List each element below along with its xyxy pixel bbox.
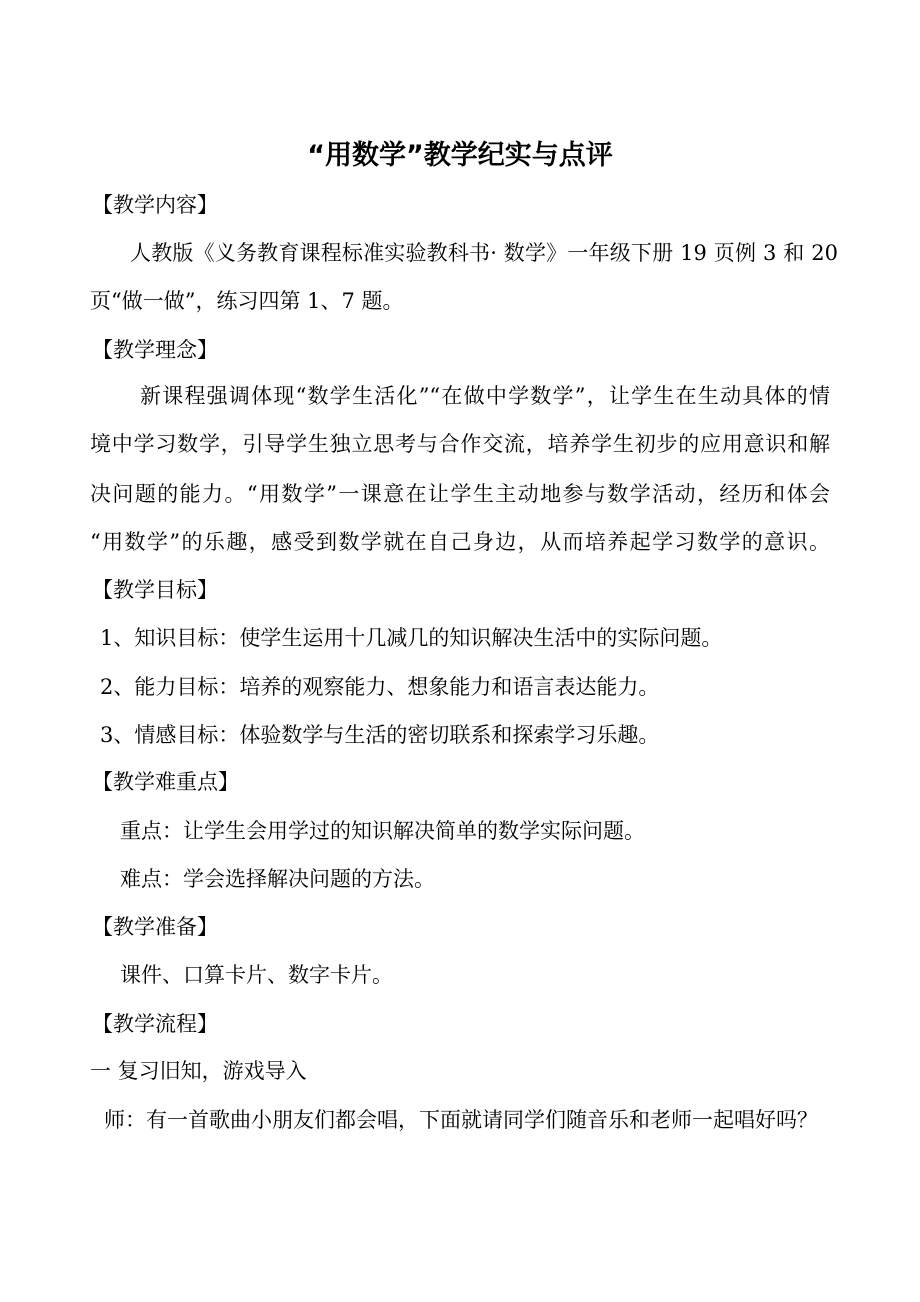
- process-step-1: 一 复习旧知，游戏导入: [90, 1059, 307, 1083]
- heading-teaching-goals: 【教学目标】: [92, 578, 218, 602]
- heading-teaching-content: 【教学内容】: [92, 193, 218, 217]
- philosophy-paragraph-line-4: “用数学”的乐趣，感受到数学就在自己身边，从而培养起学习数学的意识。: [90, 530, 830, 554]
- heading-teaching-philosophy: 【教学理念】: [92, 338, 218, 362]
- goal-item-emotion: 3、情感目标：体验数学与生活的密切联系和探索学习乐趣。: [100, 723, 660, 747]
- teacher-dialogue-line: 师：有一首歌曲小朋友们都会唱，下面就请同学们随音乐和老师一起唱好吗？: [104, 1108, 818, 1132]
- philosophy-paragraph-line-1: 新课程强调体现“数学生活化”“在做中学数学”，让学生在生动具体的情: [140, 384, 830, 408]
- preparation-text: 课件、口算卡片、数字卡片。: [120, 963, 393, 987]
- key-point-text: 重点：让学生会用学过的知识解决简单的数学实际问题。: [120, 819, 645, 843]
- content-paragraph-line-2: 页“做一做”，练习四第 1、7 题。: [90, 289, 404, 313]
- heading-key-points: 【教学难重点】: [92, 770, 239, 794]
- heading-preparation: 【教学准备】: [92, 915, 218, 939]
- philosophy-paragraph-line-2: 境中学习数学，引导学生独立思考与合作交流，培养学生初步的应用意识和解: [90, 432, 830, 456]
- philosophy-paragraph-line-3: 决问题的能力。“用数学”一课意在让学生主动地参与数学活动，经历和体会: [90, 482, 830, 506]
- goal-item-knowledge: 1、知识目标：使学生运用十几减几的知识解决生活中的实际问题。: [100, 626, 723, 650]
- difficult-point-text: 难点：学会选择解决问题的方法。: [120, 867, 435, 891]
- goal-item-ability: 2、能力目标：培养的观察能力、想象能力和语言表达能力。: [100, 675, 660, 699]
- content-paragraph-line-1: 人教版《义务教育课程标准实验教科书· 数学》一年级下册 19 页例 3 和 20: [130, 241, 838, 265]
- document-title: “用数学”教学纪实与点评: [307, 140, 613, 171]
- heading-teaching-process: 【教学流程】: [92, 1012, 218, 1036]
